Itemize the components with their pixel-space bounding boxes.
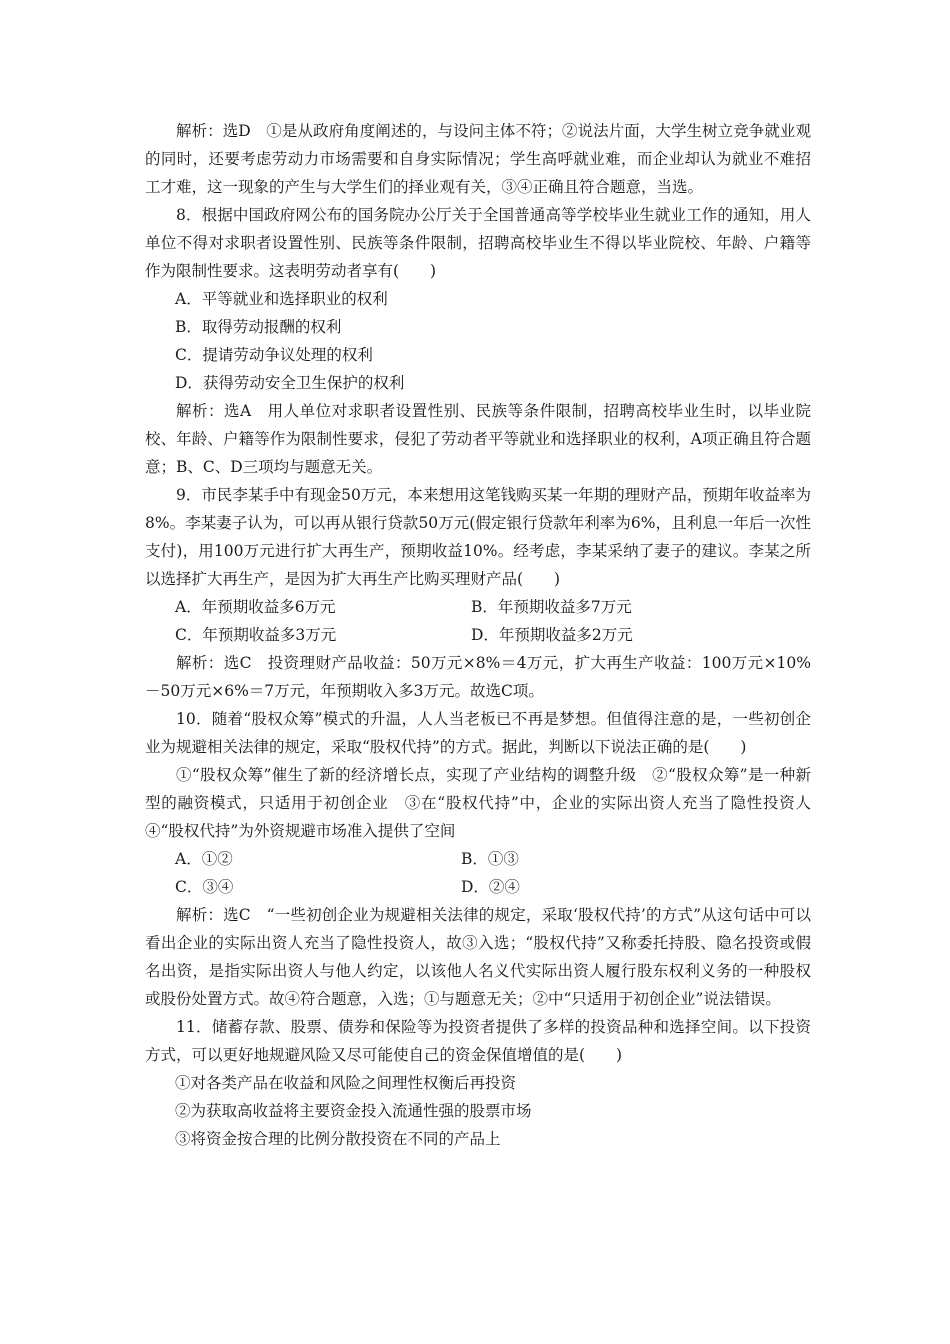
q8-option-b: B．取得劳动报酬的权利 [175,318,342,336]
q11-statement-1: ①对各类产品在收益和风险之间理性权衡后再投资 [175,1074,517,1092]
q9-options-row-1 [145,593,811,621]
explanation-q8: 解析：选A 用人单位对求职者设置性别、民族等条件限制，招聘高校毕业生时，以毕业院校、年龄、户籍等作为限制性要求，侵犯了劳动者平等就业和选择职业的权利，A项正确且符合题意；B、C、D三项均与题意无关。 [145,402,811,476]
q10-option-d: D．②④ [461,878,520,896]
q10-option-a: A．①② [175,850,233,868]
question-11: 11．储蓄存款、股票、债券和保险等为投资者提供了多样的投资品种和选择空间。以下投资方式，可以更好地规避风险又尽可能使自己的资金保值增值的是( ) [145,1018,811,1064]
q9-option-a: A．年预期收益多6万元 [175,598,336,616]
explanation-q10: 解析：选C “一些初创企业为规避相关法律的规定，采取‘股权代持’的方式”从这句话中可以看出企业的实际出资人充当了隐性投资人，故③入选；“股权代持”又称委托持股、隐名投资或假名出资，是指实际出资人与他人约定，以该他人名义代实际出资人履行股东权利义务的一种股权或股份处置方式。故④符合题意，入选；①与题意无关；②中“只适用于初创企业”说法错误。 [145,906,811,1008]
q8-option-d: D．获得劳动安全卫生保护的权利 [175,374,405,392]
q10-statements: ①“股权众筹”催生了新的经济增长点，实现了产业结构的调整升级 ②“股权众筹”是一种新型的融资模式，只适用于初创企业 ③在“股权代持”中，企业的实际出资人充当了隐性投资人 ④“股权代持”为外资规避市场准入提供了空间 [145,766,827,840]
q9-option-d: D．年预期收益多2万元 [471,626,633,644]
q11-statement-2: ②为获取高收益将主要资金投入流通性强的股票市场 [175,1102,532,1120]
q8-option-a: A．平等就业和选择职业的权利 [175,290,388,308]
q9-option-b: B．年预期收益多7万元 [471,598,632,616]
question-8: 8．根据中国政府网公布的国务院办公厅关于全国普通高等学校毕业生就业工作的通知，用人单位不得对求职者设置性别、民族等条件限制，招聘高校毕业生不得以毕业院校、年龄、户籍等作为限制性要求。这表明劳动者享有( ) [145,206,811,280]
question-10: 10．随着“股权众筹”模式的升温，人人当老板已不再是梦想。但值得注意的是，一些初创企业为规避相关法律的规定，采取“股权代持”的方式。据此，判断以下说法正确的是( ) [145,710,811,756]
question-9: 9．市民李某手中有现金50万元，本来想用这笔钱购买某一年期的理财产品，预期年收益率为8%。李某妻子认为，可以再从银行贷款50万元(假定银行贷款年利率为6%，且利息一年后一次性支付)，用100万元进行扩大再生产，预期收益10%。经考虑，李某采纳了妻子的建议。李某之所以选择扩大再生产，是因为扩大再生产比购买理财产品( ) [145,486,811,588]
q10-option-b: B．①③ [461,850,519,868]
q11-statement-3: ③将资金按合理的比例分散投资在不同的产品上 [175,1130,501,1148]
q10-option-c: C．③④ [175,878,234,896]
q9-option-c: C．年预期收益多3万元 [175,626,337,644]
document-page [145,117,827,1153]
explanation-q7: 解析：选D ①是从政府角度阐述的，与设问主体不符；②说法片面，大学生树立竞争就业观的同时，还要考虑劳动力市场需要和自身实际情况；学生高呼就业难，而企业却认为就业不难招工才难，这一现象的产生与大学生们的择业观有关，③④正确且符合题意，当选。 [145,122,811,196]
explanation-q9: 解析：选C 投资理财产品收益：50万元×8%＝4万元，扩大再生产收益：100万元×10%－50万元×6%＝7万元，年预期收入多3万元。故选C项。 [145,654,811,700]
q9-options-row-2 [145,621,811,649]
q10-options-row-2 [145,873,811,901]
q8-option-c: C．提请劳动争议处理的权利 [175,346,373,364]
q10-options-row-1 [145,845,811,873]
